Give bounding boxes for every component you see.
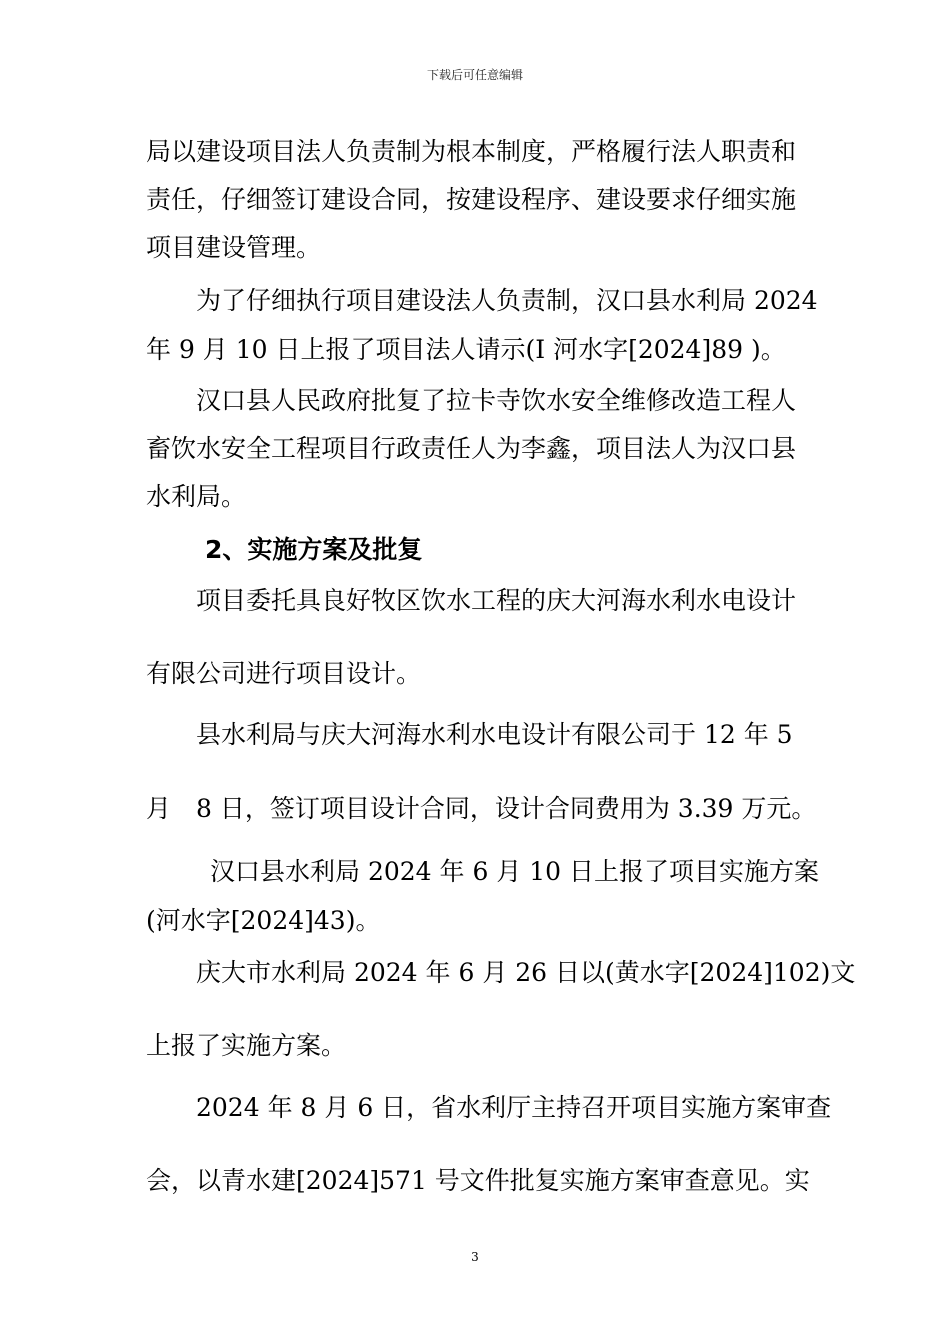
body-line: 责任，仔细签订建设合同，按建设程序、建设要求仔细实施 <box>146 185 797 214</box>
body-line: 县水利局与庆大河海水利水电设计有限公司于 12 年 5 <box>196 720 793 749</box>
body-line: 上报了实施方案。 <box>146 1031 347 1060</box>
body-line: 2024 年 8 月 6 日，省水利厅主持召开项目实施方案审查 <box>196 1093 832 1122</box>
body-line: (河水字[2024]43)。 <box>146 906 381 935</box>
body-line: 项目建设管理。 <box>146 233 322 262</box>
body-line: 庆大市水利局 2024 年 6 月 26 日以(黄水字[2024]102)文 <box>196 958 856 987</box>
body-line: 为了仔细执行项目建设法人负责制，汉口县水利局 2024 <box>196 286 818 315</box>
section-heading: 2、实施方案及批复 <box>205 535 423 564</box>
body-line: 水利局。 <box>146 482 247 511</box>
body-line: 畜饮水安全工程项目行政责任人为李鑫，项目法人为汉口县 <box>146 434 797 463</box>
body-line: 有限公司进行项目设计。 <box>146 659 422 688</box>
body-line: 局以建设项目法人负责制为根本制度，严格履行法人职责和 <box>146 137 797 166</box>
body-line: 月 8 日，签订项目设计合同，设计合同费用为 3.39 万元。 <box>146 794 817 823</box>
body-line: 年 9 月 10 日上报了项目法人请示(I 河水字[2024]89 )。 <box>146 335 786 364</box>
body-line: 项目委托具良好牧区饮水工程的庆大河海水利水电设计 <box>196 586 797 615</box>
body-line: 会，以青水建[2024]571 号文件批复实施方案审查意见。实 <box>146 1166 810 1195</box>
page-header: 下载后可任意编辑 <box>426 68 523 82</box>
body-line: 汉口县人民政府批复了拉卡寺饮水安全维修改造工程人 <box>196 386 797 415</box>
body-line: 汉口县水利局 2024 年 6 月 10 日上报了项目实施方案 <box>210 857 820 886</box>
page-number: 3 <box>471 1250 479 1264</box>
